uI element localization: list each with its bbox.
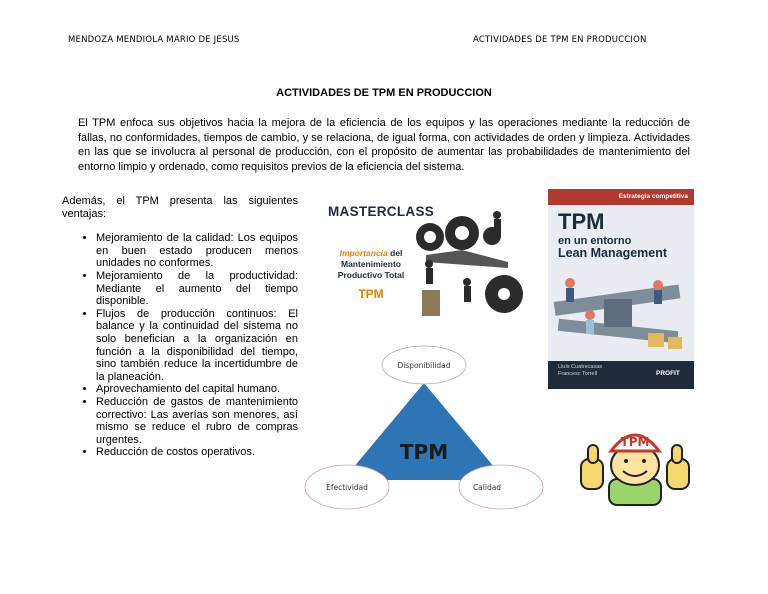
masterclass-title: MASTERCLASS (328, 204, 435, 219)
intro-text: El TPM enfoca sus objetivos hacia la mejora de la eficiencia de los equipos y las operaciones mediante la reducción de fallas, no conformidades, tiempos de cambio, y se relaciona, de igual forma, con actividades de orden y limpieza. Actividades en las que se involucra al personal de producción, con el propósito de aumentar las probabilidades de mantenimiento del entorno limpio y ordenado, como requisitos previos de la eficiencia del sistema. (78, 117, 690, 173)
node-right-label: Calidad (472, 483, 502, 492)
book-authors (558, 364, 602, 378)
masterclass-subtitle-highlight: Importancia (339, 248, 388, 258)
triangle-svg (303, 345, 546, 513)
masterclass-tpm: TPM (358, 287, 384, 301)
triangle-center-label: TPM (399, 440, 449, 464)
gears-illustration (322, 190, 526, 324)
person-icon (653, 280, 663, 290)
person-icon (585, 310, 595, 320)
advantages-lead: Además, el TPM presenta las siguientes ventajas: (62, 195, 298, 220)
list-item: • Reducción de costos operativos. (96, 446, 298, 459)
thumbs-up-svg (575, 415, 695, 510)
book-title-tpm: TPM (558, 209, 605, 234)
masterclass-subtitle-rest: del Mantenimiento Productivo Total (337, 248, 405, 280)
masterclass-image (322, 190, 526, 324)
page-title: ACTIVIDADES DE TPM EN PRODUCCION (276, 87, 492, 99)
list-item: • Mejoramiento de la calidad: Los equipos en buen estado producen menos unidades no conformes. (96, 232, 298, 270)
person-icon (493, 211, 501, 219)
list-item: • Mejoramiento de la productividad: Mediante el aumento del tiempo disponible. (96, 270, 298, 308)
book-publisher: PROFIT (656, 370, 680, 377)
advantages-section (62, 195, 298, 459)
node-left-label: Efectividad (326, 483, 368, 492)
header-author: MENDOZA MENDIOLA MARIO DE JESUS (68, 35, 240, 45)
conveyor-illustration (548, 263, 694, 363)
book-band: Estrategia competitiva (548, 189, 694, 205)
book-title-line2: en un entorno (558, 235, 632, 247)
list-item: • Reducción de gastos de mantenimiento correctivo: Las averías son menores, así mismo se reduce el rubro de compras urgentes. (96, 396, 298, 446)
intro-paragraph (78, 116, 690, 174)
triangle-shape (343, 383, 505, 480)
book-cover-image (548, 189, 694, 389)
book-author-2: Francesc Torrell (558, 371, 598, 377)
list-item: • Flujos de producción continuos: El balance y la continuidad del sistema no solo benefician a la organización en función a la disponibilidad del tiempo, sino también reduce la incertidumbre de la planeación. (96, 308, 298, 384)
thumbs-up-image (575, 415, 695, 510)
book-title-line3: Lean Management (558, 246, 668, 260)
book-author-1: Lluís Cuatrecasas (558, 364, 603, 370)
person-icon (463, 278, 471, 286)
person-icon (565, 278, 575, 288)
tpm-triangle-diagram (303, 345, 546, 513)
person-icon (425, 260, 433, 268)
thumbs-tpm-label: TPM (620, 435, 650, 449)
advantages-list (62, 232, 298, 459)
node-top-label: Disponibilidad (397, 361, 451, 370)
list-item: • Aprovechamiento del capital humano. (96, 383, 298, 396)
header-doc-title: ACTIVIDADES DE TPM EN PRODUCCION (473, 35, 647, 45)
